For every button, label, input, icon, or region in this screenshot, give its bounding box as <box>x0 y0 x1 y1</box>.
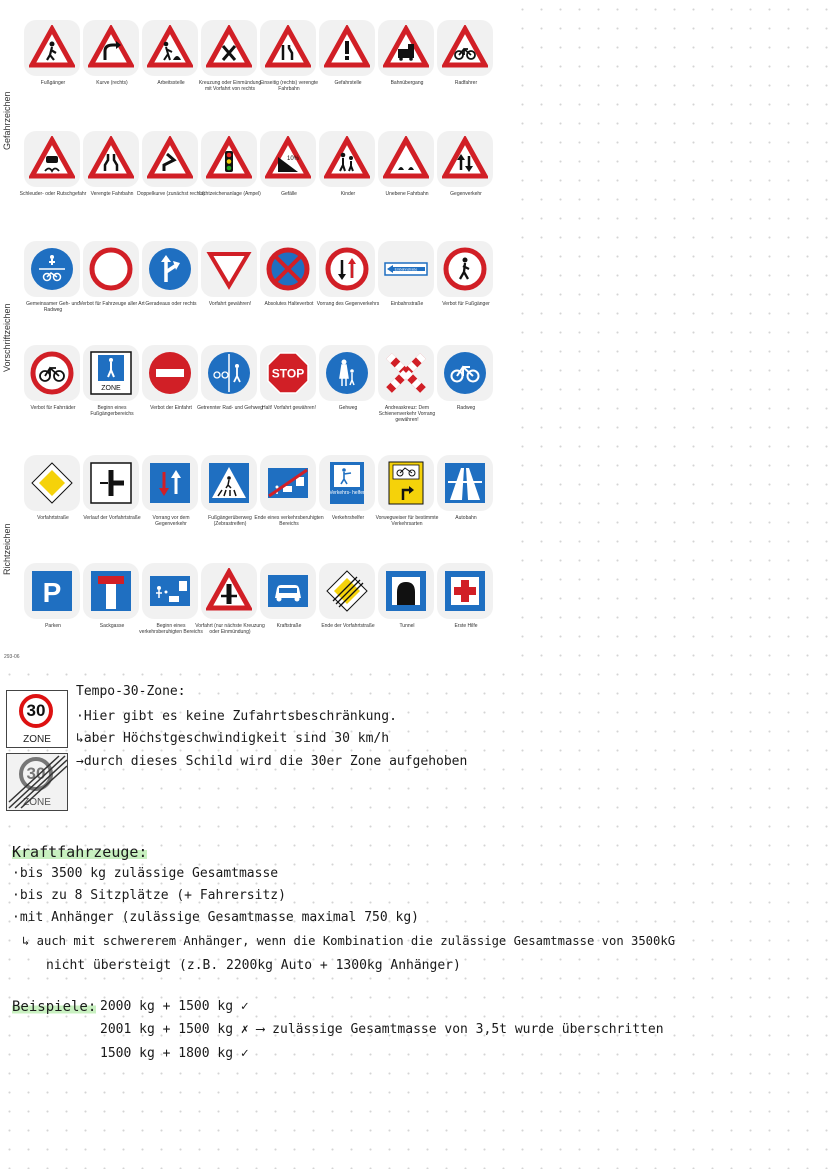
sign-caption: Lichtzeichenanlage (Ampel) <box>199 191 261 197</box>
one-way-icon <box>383 246 429 292</box>
warning-gradient-icon <box>265 136 311 182</box>
sign-caption: Unebene Fahrbahn <box>385 191 429 197</box>
sign-caption: Einbahnstraße <box>390 301 424 307</box>
sign-einbahnstrasse <box>378 241 436 336</box>
tempo-line-speed: ↳aber Höchstgeschwindigkeit sind 30 km/h <box>76 731 390 746</box>
shared-path-icon <box>29 246 75 292</box>
sign-andreaskreuz <box>378 345 436 440</box>
sign-verbot-fahrzeuge <box>79 241 145 336</box>
sign-caption: Gehweg <box>338 405 358 411</box>
warning-narrowing-icon <box>88 136 134 182</box>
sign-row-5 <box>24 455 494 550</box>
sign-caption: Kurve (rechts) <box>96 80 128 86</box>
warning-curve-icon <box>88 25 134 71</box>
sign-caption: Parken <box>45 623 61 629</box>
sign-caption: Radweg <box>456 405 476 411</box>
sign-gehweg <box>319 345 377 440</box>
sign-arbeitsstelle <box>142 20 200 115</box>
sign-vorfahrtstrasse <box>24 455 82 550</box>
sign-caption: Verbot für Fahrräder <box>30 405 76 411</box>
sign-verkehrshelfer <box>319 455 377 550</box>
yield-icon <box>206 246 252 292</box>
stop-icon <box>265 350 311 396</box>
warning-traffic-light-icon <box>206 136 252 182</box>
priority-oncoming-icon <box>324 246 370 292</box>
sign-caption: Fußgänger <box>40 80 66 86</box>
sign-bahnuebergang <box>378 20 436 115</box>
warning-bumpy-road-icon <box>383 136 429 182</box>
sign-row-3 <box>24 241 494 336</box>
no-stopping-icon <box>265 246 311 292</box>
sign-row-1 <box>24 20 494 115</box>
expressway-icon <box>265 568 311 614</box>
sign-caption: Getrennter Rad- und Gehweg <box>197 405 263 411</box>
sign-vorfahrt-naechste <box>195 563 265 658</box>
tempo-line-access: ·Hier gibt es keine Zufahrtsbeschränkung. <box>76 709 397 724</box>
sign-tunnel <box>378 563 436 658</box>
railway-crossing-icon <box>383 350 429 396</box>
sign-caption: Gemeinsamer Geh- und Radweg <box>26 301 80 313</box>
sign-caption: Vorfahrtstraße <box>37 515 69 521</box>
priority-road-course-icon <box>88 460 134 506</box>
sign-row-2 <box>19 131 494 226</box>
warning-crossing-icon <box>206 25 252 71</box>
sign-caption: Bahnübergang <box>390 80 424 86</box>
sign-kreuzung <box>198 20 262 115</box>
sign-caption: Ende der Vorfahrtstraße <box>321 623 375 629</box>
parking-label: P <box>42 577 62 608</box>
beispiele-label-text: Beispiele: <box>12 999 97 1015</box>
sign-unebene-fahrbahn <box>378 131 436 226</box>
section-label-richtzeichen: Richtzeichen <box>2 523 12 575</box>
zone-sign-label: ZONE <box>23 734 51 745</box>
sign-caption: Gefälle <box>281 191 297 197</box>
sign-doppelkurve <box>137 131 205 226</box>
sign-ende-vorfahrtstrasse <box>319 563 377 658</box>
kfz-heading <box>12 843 147 861</box>
example-2: 2001 kg + 1500 kg ✗ ⟶ zulässige Gesamtmasse von 3,5t wurde überschritten <box>100 1022 664 1037</box>
sign-caption: Einseitig (rechts) verengte Fahrbahn <box>259 80 319 92</box>
kfz-heading-text: Kraftfahrzeuge: <box>12 843 148 861</box>
sign-vorwegweiser <box>375 455 439 550</box>
warning-roadwork-icon <box>147 25 193 71</box>
warning-slippery-icon <box>29 136 75 182</box>
sign-caption: Vorrang vor dem Gegenverkehr <box>152 515 190 527</box>
dead-end-icon <box>88 568 134 614</box>
kfz-line-seats: ·bis zu 8 Sitzplätze (+ Fahrersitz) <box>12 888 286 903</box>
sign-fussgaenger <box>24 20 82 115</box>
sign-caption: Kinder <box>340 191 356 197</box>
sign-radweg <box>437 345 495 440</box>
tempo-30-zone-sign <box>6 690 68 748</box>
sign-verlauf-vorfahrt <box>83 455 141 550</box>
sign-caption: Radfahrer <box>454 80 478 86</box>
one-way-label: Einbahnstraße <box>394 267 418 272</box>
sign-verbot-fahrraeder <box>24 345 82 440</box>
end-traffic-calmed-icon <box>265 460 311 506</box>
warning-pedestrian-icon <box>29 25 75 71</box>
sign-verengte-fahrbahn <box>83 131 141 226</box>
sign-verbot-einfahrt <box>142 345 200 440</box>
advance-direction-icon <box>383 460 429 506</box>
parking-icon <box>29 568 75 614</box>
sign-caption: Verkehrshelfer <box>331 515 365 521</box>
sign-einseitig-verengt <box>260 20 318 115</box>
traffic-sign-chart <box>0 0 505 668</box>
zone-label: ZONE <box>101 385 121 392</box>
kfz-line-example: nicht übersteigt (z.B. 2200kg Auto + 1300kg Anhänger) <box>46 958 461 973</box>
sign-caption: Verengte Fahrbahn <box>90 191 134 197</box>
sign-verkehrsberuhigt-beginn <box>139 563 203 658</box>
pedestrian-zone-icon <box>88 350 134 396</box>
tempo-title: Tempo-30-Zone: <box>76 684 186 699</box>
chart-code: 293-06 <box>4 654 20 660</box>
sign-caption: Beginn eines verkehrsberuhigten Bereichs <box>139 623 203 635</box>
speed-limit-circle: 30 <box>19 694 53 728</box>
sign-caption: Vorfahrt (nur nächste Kreuzung oder Einmündung) <box>195 623 265 635</box>
sign-caption: Doppelkurve (zunächst rechts) <box>137 191 205 197</box>
sign-fussgaengerbereich <box>83 345 141 440</box>
sign-caption: Geradeaus oder rechts <box>145 301 197 307</box>
split-path-icon <box>206 350 252 396</box>
warning-two-way-icon <box>442 136 488 182</box>
sign-caption: Beginn eines Fußgängerbereichs <box>90 405 134 417</box>
kfz-line-mass: ·bis 3500 kg zulässige Gesamtmasse <box>12 866 279 881</box>
sign-zebrastreifen <box>201 455 259 550</box>
tunnel-icon <box>383 568 429 614</box>
sign-caption: Verlauf der Vorfahrtstraße <box>83 515 141 521</box>
sign-autobahn <box>437 455 495 550</box>
warning-exclamation-icon <box>324 25 370 71</box>
section-label-vorschriftzeichen: Vorschriftzeichen <box>2 303 12 372</box>
sign-caption: Vorfahrt gewähren! <box>208 301 252 307</box>
sign-caption: Vorwegweiser für bestimmte Verkehrsarten <box>375 515 439 527</box>
sign-caption: Verbot für Fahrzeuge aller Art <box>79 301 145 307</box>
sign-schleudergefahr <box>19 131 87 226</box>
section-label-gefahrzeichen: Gefahrzeichen <box>2 91 12 150</box>
sign-caption: Verbot der Einfahrt <box>150 405 192 411</box>
sign-caption: Gegenverkehr <box>450 191 482 197</box>
warning-bicycle-icon <box>442 25 488 71</box>
traffic-helper-label: Verkehrs- helfer <box>329 490 365 496</box>
sign-gegenverkehr <box>437 131 495 226</box>
sign-radfahrer <box>437 20 495 115</box>
stop-label: STOP <box>271 366 305 381</box>
sign-caption: Ende eines verkehrsberuhigten Bereichs <box>254 515 324 527</box>
sign-caption: Fußgängerüberweg (Zebrastreifen) <box>208 515 252 527</box>
end-zone-strike-icon <box>7 754 67 810</box>
sign-caption: Kraftstraße <box>276 623 302 629</box>
sign-caption: Andreaskreuz: Dem Schienenverkehr Vorrang gewähren! <box>378 405 436 423</box>
sign-row-6 <box>24 563 494 658</box>
sign-caption: Kreuzung oder Einmündung mit Vorfahrt von rechts <box>198 80 262 92</box>
sign-ende-verkehrsberuhigt <box>254 455 324 550</box>
example-1: 2000 kg + 1500 kg ✓ <box>100 999 249 1014</box>
end-tempo-30-zone-sign <box>6 753 68 811</box>
beispiele-label <box>12 999 96 1015</box>
sign-caption: Absolutes Halteverbot <box>264 301 314 307</box>
straight-or-right-icon <box>147 246 193 292</box>
sign-caption: Erste Hilfe <box>454 623 478 629</box>
sign-caption: Vorrang des Gegenverkehrs <box>316 301 380 307</box>
sign-vorfahrt-gewaehren <box>201 241 259 336</box>
sign-parken <box>24 563 82 658</box>
warning-narrowing-right-icon <box>265 25 311 71</box>
sign-kurve <box>83 20 141 115</box>
priority-over-oncoming-icon <box>147 460 193 506</box>
no-pedestrians-icon <box>442 246 488 292</box>
sign-kinder <box>319 131 377 226</box>
sign-verbot-fussgaenger <box>437 241 495 336</box>
sign-ampel <box>201 131 259 226</box>
footpath-icon <box>324 350 370 396</box>
warning-children-icon <box>324 136 370 182</box>
no-bicycles-icon <box>29 350 75 396</box>
sign-row-4 <box>24 345 494 440</box>
kfz-line-trailer: ·mit Anhänger (zulässige Gesamtmasse maximal 750 kg) <box>12 910 419 925</box>
sign-caption: Tunnel <box>399 623 415 629</box>
first-aid-icon <box>442 568 488 614</box>
no-entry-icon <box>147 350 193 396</box>
priority-road-icon <box>29 460 75 506</box>
warning-double-curve-icon <box>147 136 193 182</box>
sign-caption: Sackgasse <box>99 623 125 629</box>
kfz-line-heavy-trailer: ↳ auch mit schwererem Anhänger, wenn die Kombination die zulässige Gesamtmasse von 3500kG <box>22 934 676 948</box>
tempo-line-end: →durch dieses Schild wird die 30er Zone aufgehoben <box>76 754 468 769</box>
example-3: 1500 kg + 1800 kg ✓ <box>100 1046 249 1061</box>
sign-sackgasse <box>83 563 141 658</box>
bike-path-icon <box>442 350 488 396</box>
sign-kraftstrasse <box>260 563 318 658</box>
sign-caption: Arbeitsstelle <box>157 80 185 86</box>
sign-caption: Schleuder- oder Rutschgefahr <box>19 191 87 197</box>
sign-geh-und-radweg <box>24 241 82 336</box>
sign-caption: Halt! Vorfahrt gewähren! <box>262 405 316 411</box>
end-zone-sign-label: ZONE <box>23 797 51 808</box>
sign-caption: Gefahrstelle <box>334 80 362 86</box>
sign-erste-hilfe <box>437 563 495 658</box>
sign-stop <box>260 345 318 440</box>
sign-gefahrstelle <box>319 20 377 115</box>
priority-next-junction-icon <box>206 568 252 614</box>
sign-vorrang-vor-gegenverkehr <box>142 455 200 550</box>
crosswalk-icon <box>206 460 252 506</box>
no-vehicles-icon <box>88 246 134 292</box>
sign-caption: Autobahn <box>455 515 477 521</box>
gradient-percent-label: 10% <box>287 156 300 162</box>
traffic-helper-icon <box>324 460 370 506</box>
motorway-icon <box>442 460 488 506</box>
traffic-calmed-icon <box>147 568 193 614</box>
warning-train-icon <box>383 25 429 71</box>
sign-geradeaus-rechts <box>142 241 200 336</box>
sign-vorrang-gegenverkehr <box>316 241 380 336</box>
end-priority-road-icon <box>324 568 370 614</box>
sign-gefaelle <box>260 131 318 226</box>
sign-caption: Verbot für Fußgänger <box>442 301 490 307</box>
sign-halteverbot <box>260 241 318 336</box>
end-speed-limit-circle: 30 <box>19 757 53 791</box>
sign-getrennter-weg <box>197 345 263 440</box>
